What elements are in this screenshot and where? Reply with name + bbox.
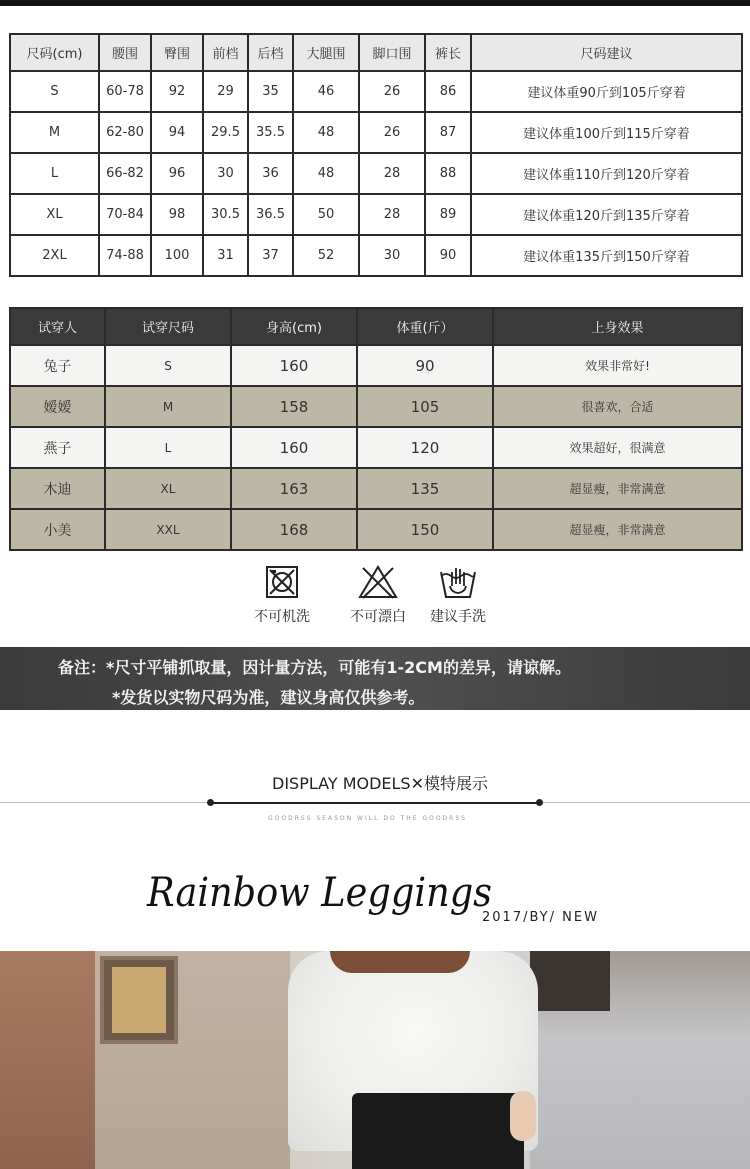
table-cell: 36 [248,153,293,194]
table-cell: 92 [151,71,203,112]
table-cell: 150 [357,509,493,550]
hand-wash-icon [438,564,478,600]
table-cell: 90 [357,345,493,386]
care-label: 建议手洗 [430,609,486,625]
table-cell: 26 [359,112,425,153]
size-header-waist: 腰围 [99,34,151,71]
table-row [10,345,742,386]
table-cell: 90 [425,235,471,276]
size-header-size: 尺码(cm) [10,34,99,71]
model-header-height: 身高(cm) [231,308,357,345]
table-cell: 48 [293,153,359,194]
table-cell: 35 [248,71,293,112]
care-label: 不可机洗 [254,609,310,625]
table-cell: 94 [151,112,203,153]
table-cell: 98 [151,194,203,235]
photo-model-hand [510,1091,536,1141]
table-row [10,427,742,468]
table-cell: 120 [357,427,493,468]
table-row [10,194,742,235]
table-cell: 效果非常好! [493,345,742,386]
table-cell: 29.5 [203,112,248,153]
size-header-back-rise: 后档 [248,34,293,71]
care-no-machine-wash [244,564,320,626]
table-cell: 37 [248,235,293,276]
table-cell: 建议体重120斤到135斤穿着 [471,194,742,235]
size-header-front-rise: 前档 [203,34,248,71]
table-row [10,112,742,153]
table-cell: 62-80 [99,112,151,153]
table-cell: 168 [231,509,357,550]
display-models-subtitle: GOODRSS SEASON WILL DO THE GOODRSS [268,815,467,822]
table-cell: 160 [231,345,357,386]
table-cell: 建议体重90斤到105斤穿着 [471,71,742,112]
size-header-length: 裤长 [425,34,471,71]
table-cell: 89 [425,194,471,235]
photo-model-hair [330,951,470,973]
no-machine-wash-icon [264,564,300,600]
table-row [10,71,742,112]
photo-window-glass [112,967,166,1033]
table-cell: 小美 [10,509,105,550]
table-cell: 建议体重100斤到115斤穿着 [471,112,742,153]
table-cell: 52 [293,235,359,276]
model-header-weight: 体重(斤） [357,308,493,345]
table-cell: 158 [231,386,357,427]
table-cell: M [105,386,231,427]
table-cell: 效果超好，很满意 [493,427,742,468]
care-hand-wash [420,564,496,626]
size-chart-table [9,33,743,277]
care-no-bleach [340,564,416,626]
size-header-advice: 尺码建议 [471,34,742,71]
table-cell: XL [10,194,99,235]
table-cell: 100 [151,235,203,276]
table-cell: 48 [293,112,359,153]
table-cell: 30 [203,153,248,194]
table-cell: 74-88 [99,235,151,276]
table-cell: 86 [425,71,471,112]
table-cell: 31 [203,235,248,276]
table-cell: 88 [425,153,471,194]
table-cell: 30.5 [203,194,248,235]
table-cell: 建议体重110斤到120斤穿着 [471,153,742,194]
divider-line-bold [210,802,540,804]
table-cell: 135 [357,468,493,509]
model-header-size: 试穿尺码 [105,308,231,345]
script-title [145,860,505,932]
model-header-name: 试穿人 [10,308,105,345]
table-cell: 35.5 [248,112,293,153]
table-cell: 2XL [10,235,99,276]
table-cell: S [105,345,231,386]
table-cell: XL [105,468,231,509]
table-row [10,509,742,550]
table-cell: 50 [293,194,359,235]
display-models-title: DISPLAY MODELS✕模特展示 [272,774,488,793]
table-cell: 66-82 [99,153,151,194]
table-cell: XXL [105,509,231,550]
table-cell: 建议体重135斤到150斤穿着 [471,235,742,276]
no-bleach-icon [357,564,399,600]
script-title-text: Rainbow Leggings [146,870,492,916]
year-tag: 2017/BY/ NEW [482,910,599,925]
table-cell: 兔子 [10,345,105,386]
table-cell: 46 [293,71,359,112]
table-cell: 超显瘦，非常满意 [493,468,742,509]
table-cell: 70-84 [99,194,151,235]
table-row [10,468,742,509]
table-cell: 木迪 [10,468,105,509]
table-cell: 很喜欢，合适 [493,386,742,427]
photo-wall [0,951,95,1169]
model-photo [0,951,750,1169]
table-cell: 28 [359,153,425,194]
photo-model-pants [352,1093,524,1169]
table-cell: 36.5 [248,194,293,235]
table-cell: 105 [357,386,493,427]
care-label: 不可漂白 [350,609,406,625]
note-line-1: 备注：*尺寸平铺抓取量，因计量方法，可能有1-2CM的差异，请谅解。 [58,658,571,677]
size-header-hem: 脚口围 [359,34,425,71]
table-cell: L [10,153,99,194]
table-cell: 87 [425,112,471,153]
table-cell: 超显瘦，非常满意 [493,509,742,550]
divider-dot [536,799,543,806]
divider-dot [207,799,214,806]
photo-shop [530,951,610,1011]
table-cell: 60-78 [99,71,151,112]
table-cell: M [10,112,99,153]
table-row [10,386,742,427]
table-cell: 160 [231,427,357,468]
table-cell: L [105,427,231,468]
table-row [10,235,742,276]
table-cell: 28 [359,194,425,235]
size-chart-header-row [10,34,742,71]
model-header-effect: 上身效果 [493,308,742,345]
model-fitting-table [9,307,743,551]
table-cell: 163 [231,468,357,509]
size-header-hip: 臀围 [151,34,203,71]
size-header-thigh: 大腿围 [293,34,359,71]
table-cell: 29 [203,71,248,112]
table-cell: 燕子 [10,427,105,468]
table-row [10,153,742,194]
table-cell: 嫒嫒 [10,386,105,427]
table-cell: S [10,71,99,112]
note-banner [0,647,750,710]
model-table-header-row [10,308,742,345]
note-line-2: *发货以实物尺码为准，建议身高仅供参考。 [112,688,425,707]
table-cell: 26 [359,71,425,112]
table-cell: 30 [359,235,425,276]
top-bar [0,0,750,6]
table-cell: 96 [151,153,203,194]
